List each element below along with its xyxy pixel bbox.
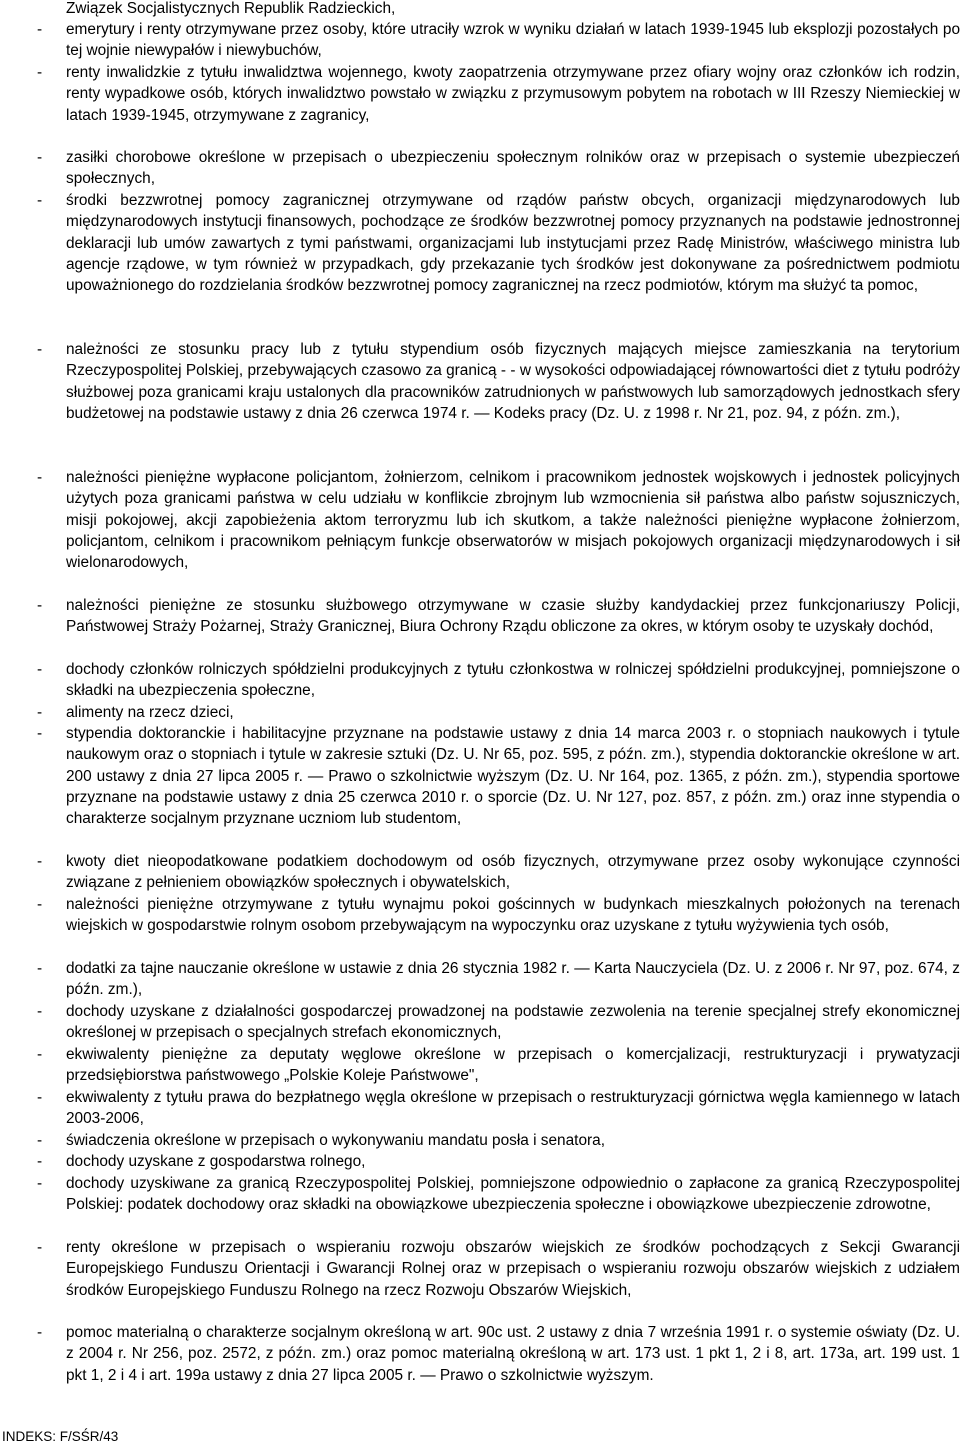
list-dash: - — [37, 21, 43, 38]
intro-line: Związek Socjalistycznych Republik Radzieckich, — [66, 0, 396, 17]
list-dash: - — [37, 1089, 43, 1106]
list-item-text: dodatki za tajne nauczanie określone w ustawie z dnia 26 stycznia 1982 r. — Karta Nauczyciela (Dz. U. z 2006 r. Nr 97, poz. 674, z późn. zm.), — [66, 960, 960, 999]
list-dash: - — [37, 960, 43, 977]
list-dash: - — [37, 704, 43, 721]
list-item-text: pomoc materialną o charakterze socjalnym określoną w art. 90c ust. 2 ustawy z dnia 7 września 1991 r. o systemie oświaty (Dz. U. z 2004 r. Nr 256, poz. 2572, z późn. zm.) oraz pomoc materialną określoną w art. 173 ust. 1 pkt 1, 2 i 8, art. 173a, art. 199 ust. 1 pkt 1, 2 i 4 i art. 199a ustawy z dnia 27 lipca 2005 r. — Prawo o szkolnictwie wyższym. — [66, 1324, 960, 1384]
list-dash: - — [37, 1132, 43, 1149]
list-dash: - — [37, 725, 43, 742]
list-item-text: dochody członków rolniczych spółdzielni produkcyjnych z tytułu członkostwa w rolniczej spółdzielni produkcyjnej, pomniejszone o składki na ubezpieczenia społeczne, — [66, 661, 960, 700]
list-item-text: należności ze stosunku pracy lub z tytułu stypendium osób fizycznych mających miejsce zamieszkania na terytorium Rzeczypospolitej Polskiej, przebywających czasowo za granicą - - w wysokości odpowiadającej równowartości diet z tytułu podróży służbowej poza granicami kraju ustalonych dla pracowników zatrudnionych w państwowych lub samorządowych jednostkach sfery budżetowej na podstawie ustawy z dnia 26 czerwca 1974 r. — Kodeks pracy (Dz. U. z 1998 r. Nr 21, poz. 94, z późn. zm.), — [66, 341, 960, 423]
list-item-text: ekwiwalenty z tytułu prawa do bezpłatnego węgla określone w przepisach o restrukturyzacji górnictwa węgla kamiennego w latach 2003-2006, — [66, 1089, 960, 1128]
list-dash: - — [37, 853, 43, 870]
list-item-text: stypendia doktoranckie i habilitacyjne przyznane na podstawie ustawy z dnia 14 marca 2003 r. o stopniach naukowych i tytule naukowym oraz o stopniach i tytule w zakresie sztuki (Dz. U. Nr 65, poz. 595, z późn. zm.), stypendia doktoranckie określone w art. 200 ustawy z dnia 27 lipca 2005 r. — Prawo o szkolnictwie wyższym (Dz. U. Nr 164, poz. 1365, z późn. zm.), stypendia sportowe przyznane na podstawie ustawy z dnia 25 czerwca 2010 r. o sporcie (Dz. U. Nr 127, poz. 857, z późn. zm.) oraz inne stypendia o charakterze socjalnym przyznane uczniom lub studentom, — [66, 725, 960, 828]
list-dash: - — [37, 341, 43, 358]
list-dash: - — [37, 1046, 43, 1063]
list-dash: - — [37, 1239, 43, 1256]
list-dash: - — [37, 661, 43, 678]
list-dash: - — [37, 896, 43, 913]
list-item-text: renty określone w przepisach o wspieraniu rozwoju obszarów wiejskich ze środków pochodzących z Sekcji Gwarancji Europejskiego Funduszu Orientacji i Gwarancji Rolnej oraz w przepisach o wspieraniu rozwoju obszarów wiejskich z udziałem środków Europejskiego Funduszu Rolnego na rzecz Rozwoju Obszarów Wiejskich, — [66, 1239, 960, 1299]
list-dash: - — [37, 1324, 43, 1341]
list-dash: - — [37, 64, 43, 81]
list-item-text: dochody uzyskiwane za granicą Rzeczypospolitej Polskiej, pomniejszone odpowiednio o zapłacone za granicą Rzeczypospolitej Polskiej: podatek dochodowy oraz składki na obowiązkowe ubezpieczenia społeczne i obowiązkowe ubezpieczenie zdrowotne, — [66, 1175, 960, 1214]
list-item-text: ekwiwalenty pieniężne za deputaty węglowe określone w przepisach o komercjalizacji, restrukturyzacji i prywatyzacji przedsiębiorstwa państwowego „Polskie Koleje Państwowe", — [66, 1046, 960, 1085]
document-index-footer: INDEKS: F/SŚR/43 — [2, 1429, 119, 1444]
list-item-text: zasiłki chorobowe określone w przepisach o ubezpieczeniu społecznym rolników oraz w przepisach o systemie ubezpieczeń społecznych, — [66, 149, 960, 188]
list-dash: - — [37, 469, 43, 486]
list-item-text: kwoty diet nieopodatkowane podatkiem dochodowym od osób fizycznych, otrzymywane przez osoby wykonujące czynności związane z pełnieniem obowiązków społecznych i obywatelskich, — [66, 853, 960, 892]
list-item-text: należności pieniężne otrzymywane z tytułu wynajmu pokoi gościnnych w budynkach mieszkalnych położonych na terenach wiejskich w gospodarstwie rolnym osobom przebywającym na wypoczynku oraz uzyskane z tytułu wyżywienia tych osób, — [66, 896, 960, 935]
list-item-text: świadczenia określone w przepisach o wykonywaniu mandatu posła i senatora, — [66, 1132, 605, 1149]
list-dash: - — [37, 1175, 43, 1192]
list-item-text: należności pieniężne wypłacone policjantom, żołnierzom, celnikom i pracownikom jednostek wojskowych i jednostek policyjnych użytych poza granicami państwa w celu udziału w konflikcie zbrojnym lub wzmocnienia sił państwa albo państw sojuszniczych, misji pokojowej, akcji zapobieżenia aktom terroryzmu lub ich skutkom, a także należności pieniężne wypłacone żołnierzom, policjantom, celnikom i pracownikom pełniącym funkcje obserwatorów w misjach pokojowych organizacji międzynarodowych i sił wielonarodowych, — [66, 469, 960, 572]
list-item-text: alimenty na rzecz dzieci, — [66, 704, 234, 721]
list-item-text: dochody uzyskane z działalności gospodarczej prowadzonej na podstawie zezwolenia na terenie specjalnej strefy ekonomicznej określonej w przepisach o specjalnych strefach ekonomicznych, — [66, 1003, 960, 1042]
list-dash: - — [37, 1153, 43, 1170]
list-dash: - — [37, 149, 43, 166]
list-item-text: dochody uzyskane z gospodarstwa rolnego, — [66, 1153, 366, 1170]
list-item-text: środki bezzwrotnej pomocy zagranicznej otrzymywane od rządów państw obcych, organizacji międzynarodowych lub międzynarodowych instytucji finansowych, pochodzące ze środków bezzwrotnej pomocy przyznanych na podstawie jednostronnej deklaracji lub umów zawartych z tymi państwami, organizacjami lub instytucjami przez Radę Ministrów, właściwego ministra lub agencje rządowe, w tym również w przypadkach, gdy przekazanie tych środków jest dokonywane za pośrednictwem podmiotu upoważnionego do rozdzielania środków bezzwrotnej pomocy zagranicznej na rzecz podmiotów, którym ma służyć ta pomoc, — [66, 192, 960, 295]
list-item-text: emerytury i renty otrzymywane przez osoby, które utraciły wzrok w wyniku działań w latach 1939-1945 lub eksplozji pozostałych po tej wojnie niewypałów i niewybuchów, — [66, 21, 960, 60]
list-dash: - — [37, 597, 43, 614]
list-dash: - — [37, 192, 43, 209]
list-item-text: renty inwalidzkie z tytułu inwalidztwa wojennego, kwoty zaopatrzenia otrzymywane przez ofiary wojny oraz członków ich rodzin, renty wypadkowe osób, których inwalidztwo powstało w związku z przymusowym pobytem na robotach w III Rzeszy Niemieckiej w latach 1939-1945, otrzymywane z zagranicy, — [66, 64, 960, 124]
list-item-text: należności pieniężne ze stosunku służbowego otrzymywane w czasie służby kandydackiej przez funkcjonariuszy Policji, Państwowej Straży Pożarnej, Straży Granicznej, Biura Ochrony Rządu obliczone za okres, w którym osoby te uzyskały dochód, — [66, 597, 960, 636]
list-dash: - — [37, 1003, 43, 1020]
